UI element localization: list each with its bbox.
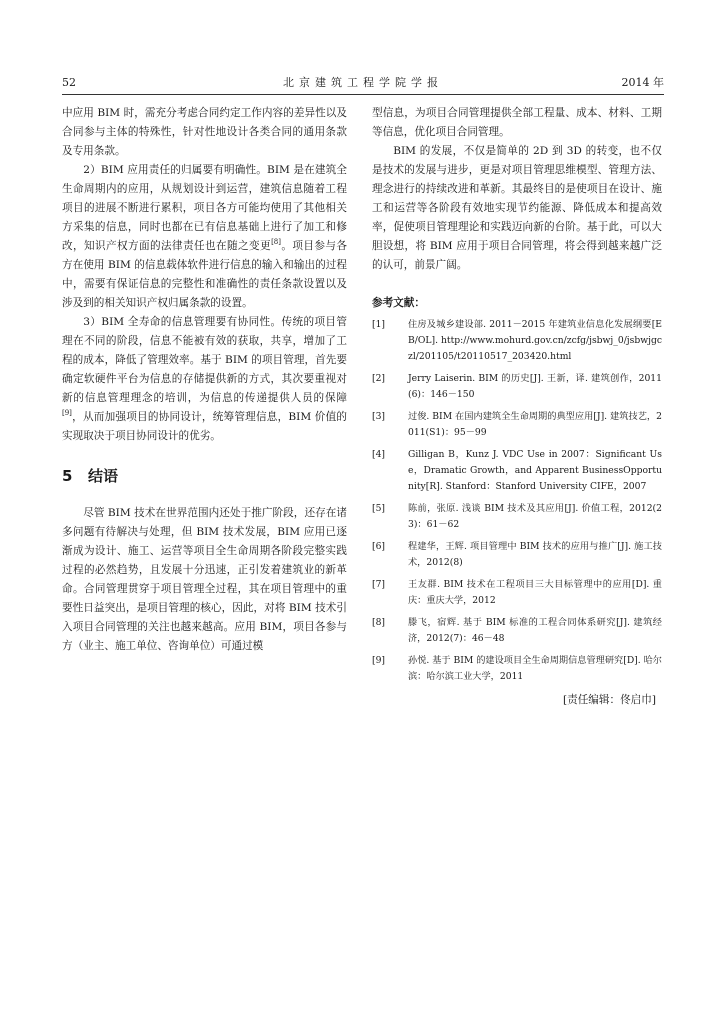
paragraph-4: 尽管 BIM 技术在世界范围内还处于推广阶段，还存在诸多问题有待解决与处理，但 BIM 技术发展，BIM 应用已逐渐成为设计、施工、运营等项目全生命周期各阶段完整实践过程的必然趋势，且发展十分迅速，正引发着建筑业的新革命。合同管理贯穿于项目管理全过程，其在项目管理中的重要性日益突出，是项目管理的核心，因此，对将 BIM 技术引入项目合同管理的关注也越来越高。应用 BIM，项目各参与方（业主、施工单位、咨询单位）可通过模	[62, 507, 347, 652]
reference-number: [5]	[372, 503, 386, 514]
reference-text: 住房及城乡建设部. 2011－2015 年建筑业信息化发展纲要[EB/OL]. http://www.mohurd.gov.cn/zcfg/jsbwj_0/jsbwjgczl/201105/t20110517_203420.html	[408, 319, 662, 362]
reference-text: 陈前，张原. 浅谈 BIM 技术及其应用[J]. 价值工程，2012(23)：61－62	[408, 503, 662, 530]
paragraph-2	[62, 161, 347, 313]
reference-number: [2]	[372, 373, 386, 384]
page-number: 52	[62, 76, 76, 89]
references-heading: 参考文献：	[372, 297, 425, 309]
paragraph-3-text: 3）BIM 全寿命的信息管理要有协同性。传统的项目管理在不同的阶段，信息不能被有效的获取，共享，增加了工程的成本，降低了管理效率。基于 BIM 的项目管理，首先要确定软硬件平台为信息的存储提供新的方式，其次要重视对新的信息管理理念的培训，为信息的传递提供人员的保障	[62, 316, 347, 404]
paragraph-3-tail: ，从而加强项目的协同设计，统筹管理信息，BIM 价值的实现取决于项目协同设计的优劣。	[62, 411, 347, 442]
reference-text: Gilligan B，Kunz J. VDC Use in 2007：Significant Use，Dramatic Growth，and Apparent BusinessOpportunity[R]. Stanford：Stanford University CIFE，2007	[408, 449, 662, 492]
running-header	[62, 74, 664, 92]
reference-item	[372, 615, 662, 647]
reference-item	[372, 371, 662, 403]
reference-item	[372, 653, 662, 685]
reference-text: Jerry Laiserin. BIM 的历史[J]. 王新，译. 建筑创作，2011(6)：146－150	[408, 373, 662, 400]
reference-item	[372, 409, 662, 441]
right-column	[372, 104, 662, 709]
reference-number: [7]	[372, 579, 386, 590]
section-title: 结语	[88, 467, 119, 485]
reference-item	[372, 539, 662, 571]
reference-number: [8]	[372, 617, 386, 628]
reference-number: [9]	[372, 655, 386, 666]
paragraph-5: 型信息，为项目合同管理提供全部工程量、成本、材料、工期等信息，优化项目合同管理。	[372, 107, 662, 138]
reference-number: [4]	[372, 449, 386, 460]
paragraph-1: 中应用 BIM 时，需充分考虑合同约定工作内容的差异性以及合同参与主体的特殊性，针对性地设计各类合同的通用条款及专用条款。	[62, 107, 347, 157]
reference-text: 过俊. BIM 在国内建筑全生命周期的典型应用[J]. 建筑技艺，2011(S1)：95－99	[408, 411, 662, 438]
paragraph-3	[62, 313, 347, 446]
reference-item	[372, 317, 662, 365]
citation-9: [9]	[62, 409, 72, 417]
paragraph-2-tail: 。项目参与各方在使用 BIM 的信息载体软件进行信息的输入和输出的过程中，需要有保证信息的完整性和准确性的责任条款设置以及涉及到的相关知识产权归属条款的设置。	[62, 240, 348, 309]
reference-item	[372, 577, 662, 609]
section-heading	[62, 465, 347, 487]
reference-number: [1]	[372, 319, 386, 330]
reference-text: 王友群. BIM 技术在工程项目三大目标管理中的应用[D]. 重庆：重庆大学，2012	[408, 579, 662, 606]
reference-text: 滕飞，宿辉. 基于 BIM 标准的工程合同体系研究[J]. 建筑经济，2012(7)：46－48	[408, 617, 662, 644]
paragraph-6: BIM 的发展，不仅是简单的 2D 到 3D 的转变，也不仅是技术的发展与进步，更是对项目管理思维模型、管理方法、理念进行的持续改进和革新。其最终目的是使项目在设计、施工和运营等各阶段有效地实现节约能源、降低成本和提高效率，促使项目管理理论和实践迈向新的台阶。基于此，可以大胆设想，将 BIM 应用于项目合同管理，将会得到越来越广泛的认可，前景广阔。	[372, 145, 662, 271]
header-rule	[62, 94, 664, 95]
publication-year: 2014 年	[621, 76, 664, 89]
citation-8: [8]	[271, 238, 281, 246]
reference-number: [6]	[372, 541, 386, 552]
reference-text: 孙悦. 基于 BIM 的建设项目全生命周期信息管理研究[D]. 哈尔滨：哈尔滨工业大学，2011	[408, 655, 662, 682]
reference-text: 程建华，王辉. 项目管理中 BIM 技术的应用与推广[J]. 施工技术，2012(8)	[408, 541, 662, 568]
left-column	[62, 104, 347, 656]
reference-item	[372, 501, 662, 533]
reference-item	[372, 447, 662, 495]
responsible-editor: [责任编辑：佟启巾]	[562, 694, 656, 706]
reference-number: [3]	[372, 411, 386, 422]
journal-title: 北京建筑工程学院学报	[283, 76, 443, 89]
paragraph-2-text: 2）BIM 应用责任的归属要有明确性。BIM 是在建筑全生命周期内的应用，从规划设计到运营，建筑信息随着工程项目的进展不断进行累积，项目各方可能均使用了其他相关方采集的信息，同时也都在已有信息基础上进行了加工和修改，知识产权方面的法律责任也在随之变更	[62, 164, 347, 252]
section-number: 5	[62, 467, 73, 485]
